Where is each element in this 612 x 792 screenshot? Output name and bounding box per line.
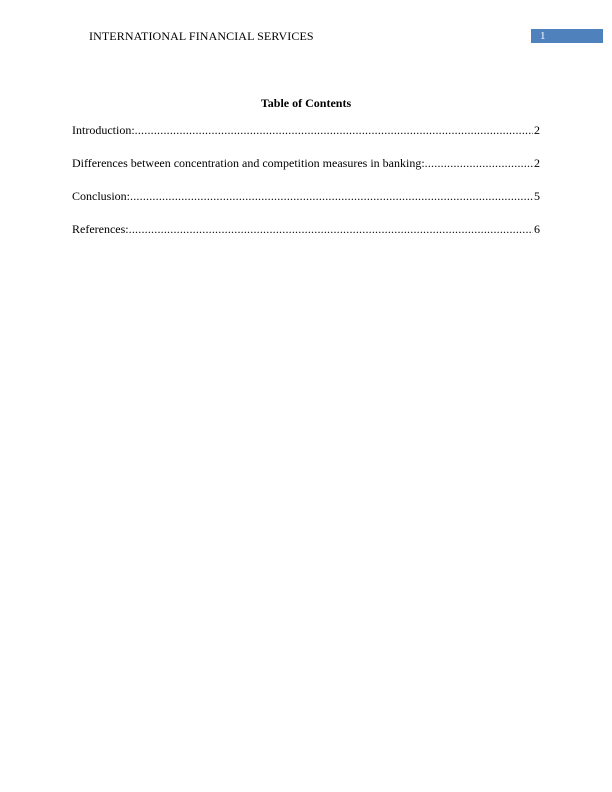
toc-entry-introduction[interactable] bbox=[72, 123, 540, 156]
toc-entry-label: Conclusion: bbox=[72, 189, 131, 203]
toc-dot-leader bbox=[135, 123, 533, 138]
toc-dot-leader bbox=[129, 222, 533, 237]
toc-entry-label: References: bbox=[72, 222, 129, 236]
toc-entry-references[interactable] bbox=[72, 222, 540, 255]
page-number-badge bbox=[531, 29, 603, 43]
toc-entry-page: 5 bbox=[534, 189, 540, 203]
page-number: 1 bbox=[540, 30, 546, 42]
toc-entry-label: Differences between concentration and competition measures in banking: bbox=[72, 156, 425, 170]
toc-entry-label: Introduction: bbox=[72, 123, 135, 137]
toc-list bbox=[72, 123, 540, 255]
toc-dot-leader bbox=[130, 189, 533, 204]
toc-entry-conclusion[interactable] bbox=[72, 189, 540, 222]
toc-entry-differences[interactable] bbox=[72, 156, 540, 189]
toc-entry-page: 2 bbox=[534, 123, 540, 137]
header-title: INTERNATIONAL FINANCIAL SERVICES bbox=[89, 29, 314, 43]
toc-dot-leader bbox=[425, 156, 533, 171]
toc-title: Table of Contents bbox=[260, 96, 352, 110]
toc-entry-page: 2 bbox=[534, 156, 540, 170]
toc-entry-page: 6 bbox=[534, 222, 540, 236]
